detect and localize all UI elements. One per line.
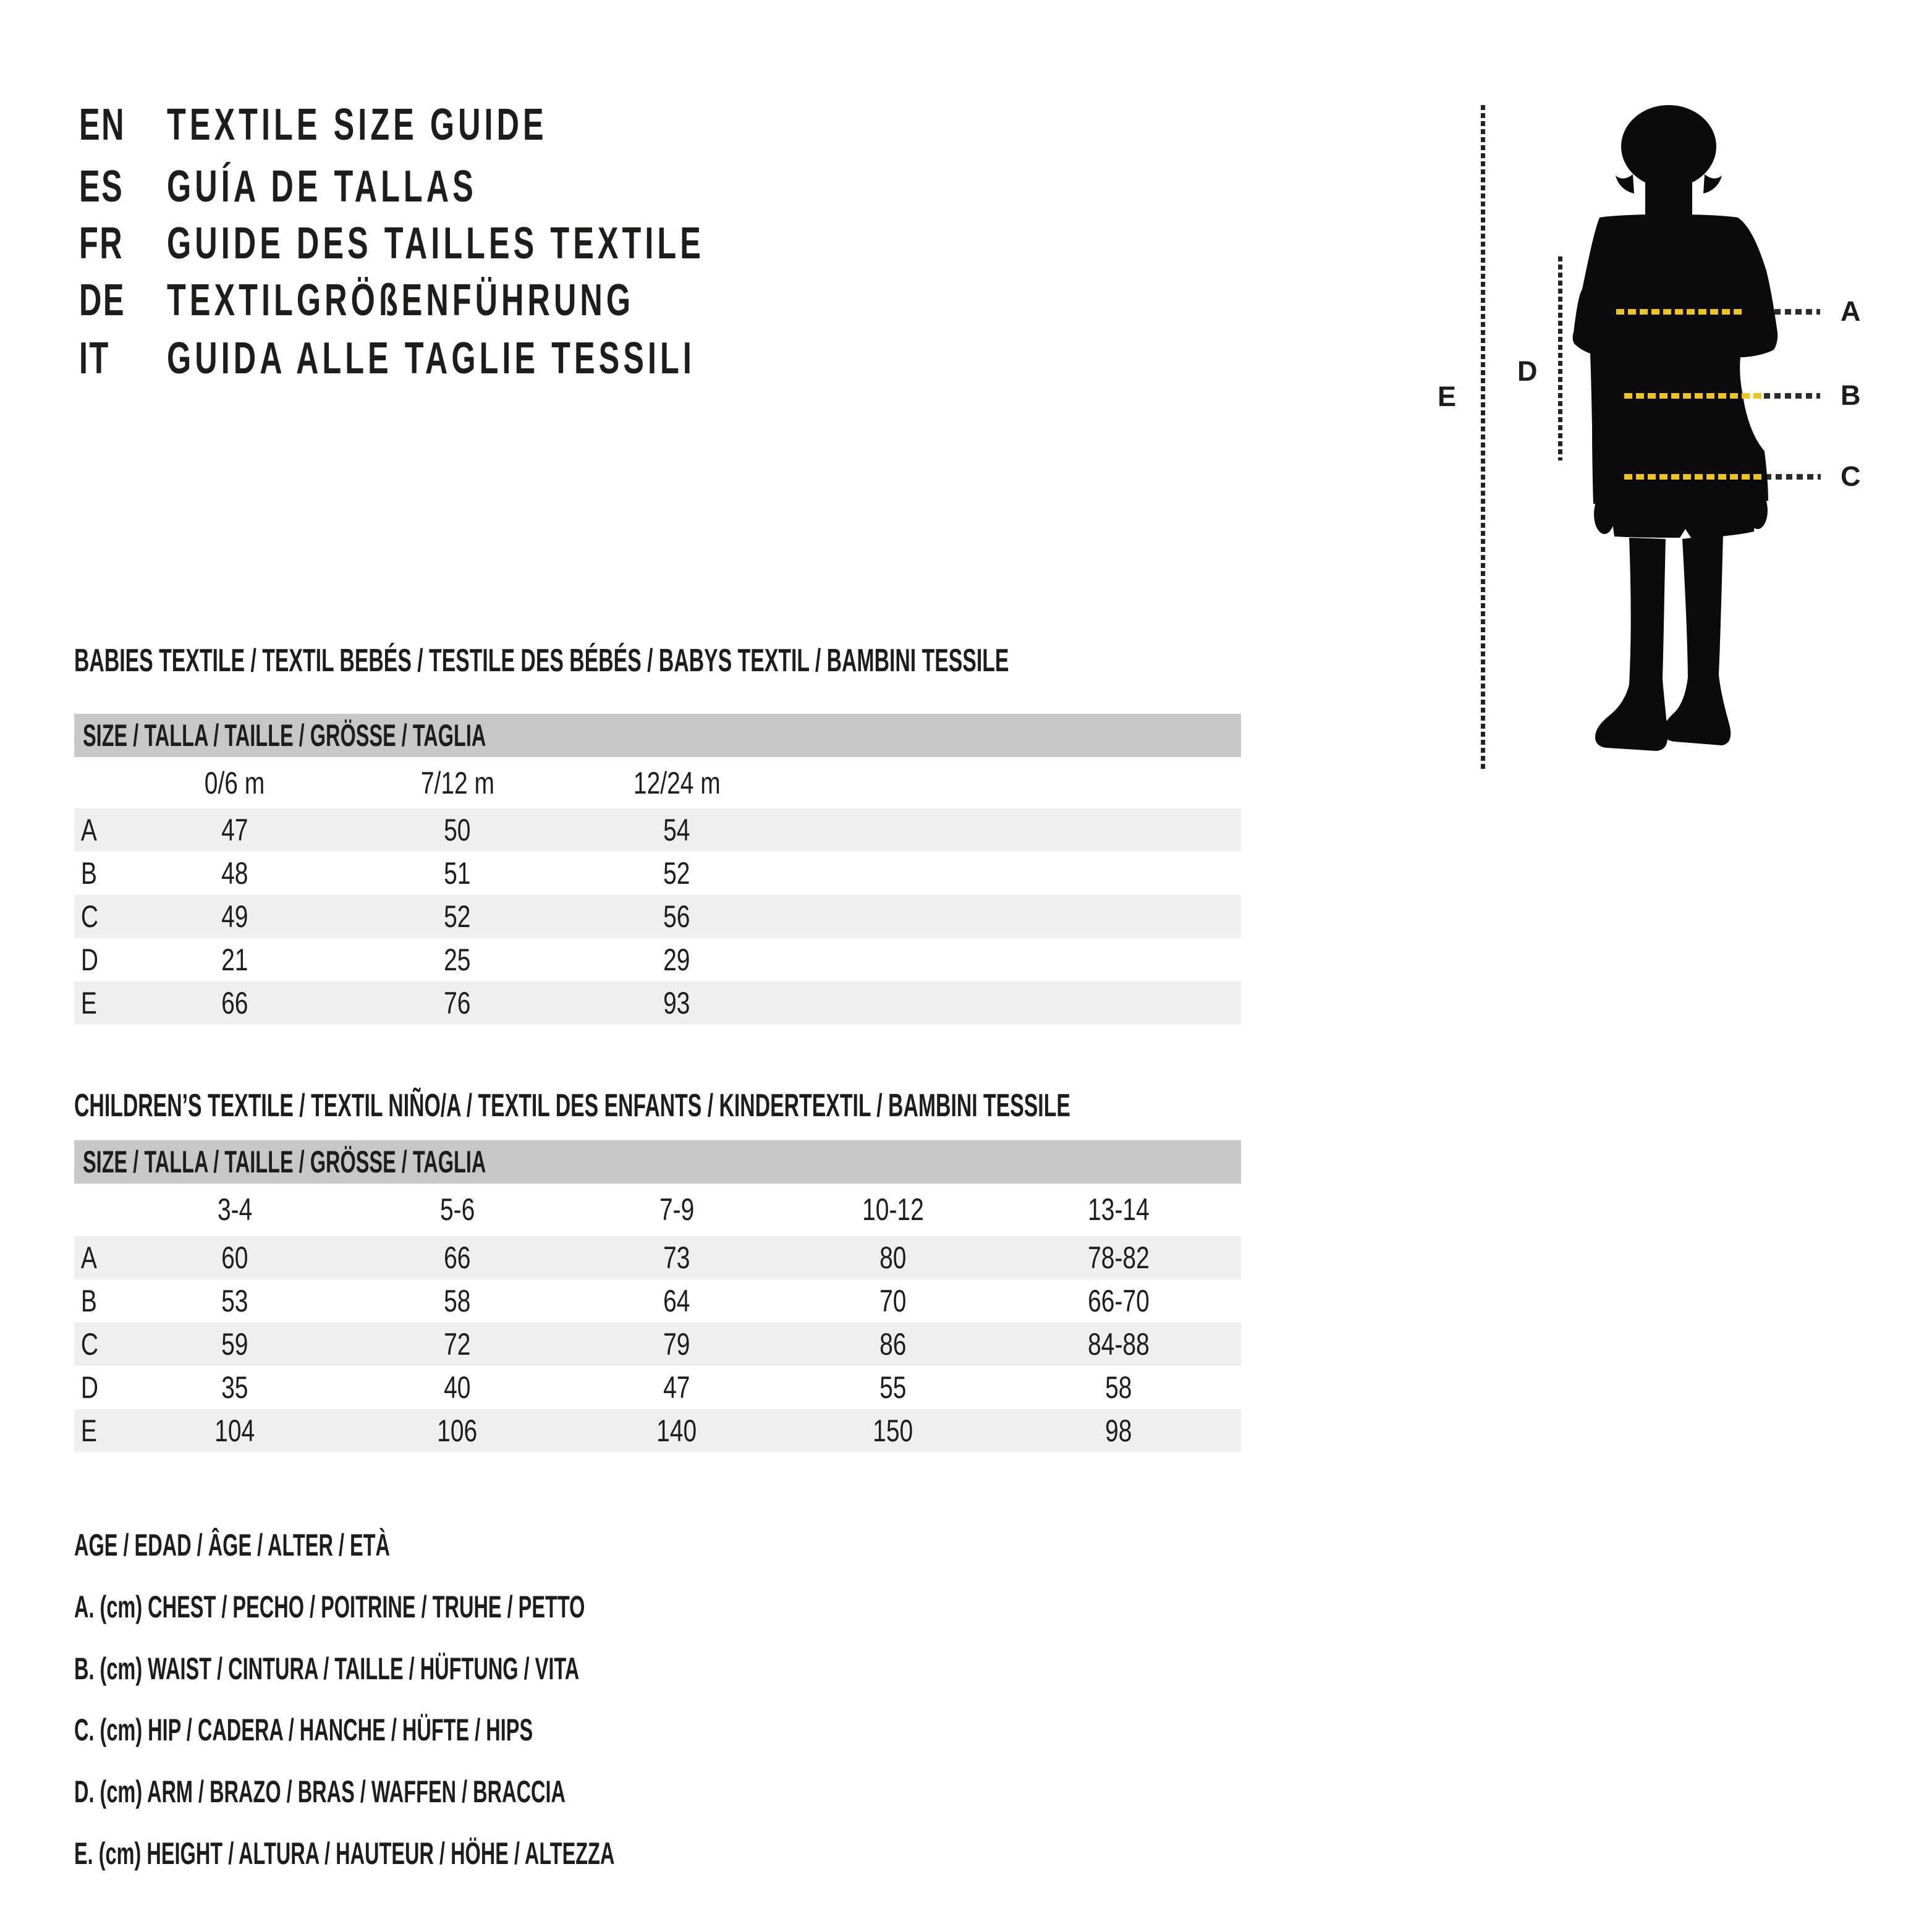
row-label: A [80,1240,97,1275]
legend-age-line: AGE / EDAD / ÂGE / ALTER / ETÀ [74,1528,391,1562]
column-header: 7-9 [659,1192,695,1227]
arm-measure-dotted-line [1558,256,1562,460]
column-header: 0/6 m [205,766,265,800]
column-header: 13-14 [1088,1192,1150,1227]
language-row-en [79,100,548,150]
babies-column-header-row [74,757,1241,809]
table-row: E 104 106 140 150 98 [74,1409,1241,1452]
table-row: B 53 58 64 70 66-70 [74,1279,1241,1323]
height-line-label: E [1438,381,1457,412]
table-row: D 35 40 47 55 58 [74,1366,1241,1409]
waist-line-yellow-dashes [1624,393,1762,399]
column-header: 5-6 [439,1192,475,1227]
table-row: C 49 52 56 [74,895,1241,938]
hip-line-label: C [1841,460,1861,492]
babies-table-header-bar [74,714,1241,757]
language-row-de [79,276,635,325]
babies-size-header: SIZE / TALLA / TAILLE / GRÖSSE / TAGLIA [83,718,486,753]
language-row-it [79,334,695,383]
language-code: IT [79,334,110,383]
guide-title-en: TEXTILE SIZE GUIDE [167,100,548,150]
row-label: C [80,1327,99,1362]
legend-arm-line: D. (cm) ARM / BRAZO / BRAS / WAFFEN / BRACCIA [74,1774,566,1809]
row-label: D [80,1370,99,1405]
row-label: B [80,1284,97,1318]
table-row: D 21 25 29 [74,938,1241,981]
children-column-header-row [74,1184,1241,1235]
language-code: EN [79,100,126,150]
language-row-fr [79,219,705,268]
legend-hip-line: C. (cm) HIP / CADERA / HANCHE / HÜFTE / HIPS [74,1713,533,1747]
legend-height-line: E. (cm) HEIGHT / ALTURA / HAUTEUR / HÖHE / ALTEZZA [74,1836,615,1871]
waist-line-label: B [1841,379,1861,411]
table-row: A 60 66 73 80 78-82 [74,1236,1241,1279]
guide-title-es: GUÍA DE TALLAS [167,162,477,211]
hip-line-yellow-dashes [1624,474,1765,480]
column-header: 3-4 [217,1192,253,1227]
row-label: E [80,986,97,1020]
chest-line-yellow-dashes [1616,309,1743,315]
legend-chest-line: A. (cm) CHEST / PECHO / POITRINE / TRUHE / PETTO [74,1590,585,1624]
language-row-es [79,162,477,211]
table-row: C 59 72 79 86 84-88 [74,1323,1241,1366]
child-silhouette-figure [1570,105,1780,763]
chest-line-label: A [1841,295,1861,327]
guide-title-fr: GUIDE DES TAILLES TEXTILE [167,219,705,268]
arm-line-label: D [1517,355,1538,387]
table-row: A 47 50 54 [74,808,1241,852]
column-header: 12/24 m [633,766,721,800]
row-label: A [80,813,97,847]
row-label: C [80,899,99,934]
guide-title-de: TEXTILGRÖßENFÜHRUNG [167,276,635,325]
row-label: B [80,856,97,891]
language-code: FR [79,219,124,268]
babies-section-title: BABIES TEXTILE / TEXTIL BEBÉS / TESTILE DES BÉBÉS / BABYS TEXTIL / BAMBINI TESSILE [74,643,1009,679]
column-header: 10-12 [862,1192,924,1227]
guide-title-it: GUIDA ALLE TAGLIE TESSILI [167,334,695,383]
children-table-header-bar [74,1140,1241,1184]
legend-waist-line: B. (cm) WAIST / CINTURA / TAILLE / HÜFTUNG / VITA [74,1651,580,1686]
row-label: D [80,943,99,977]
table-row: E 66 76 93 [74,981,1241,1025]
language-code: DE [79,276,126,325]
language-code: ES [79,162,124,211]
row-label: E [80,1413,97,1448]
children-section-title: CHILDREN’S TEXTILE / TEXTIL NIÑO/A / TEXTIL DES ENFANTS / KINDERTEXTIL / BAMBINI TESSILE [74,1088,1070,1124]
table-row: B 48 51 52 [74,852,1241,895]
column-header: 7/12 m [420,766,494,800]
children-size-header: SIZE / TALLA / TAILLE / GRÖSSE / TAGLIA [83,1145,486,1179]
